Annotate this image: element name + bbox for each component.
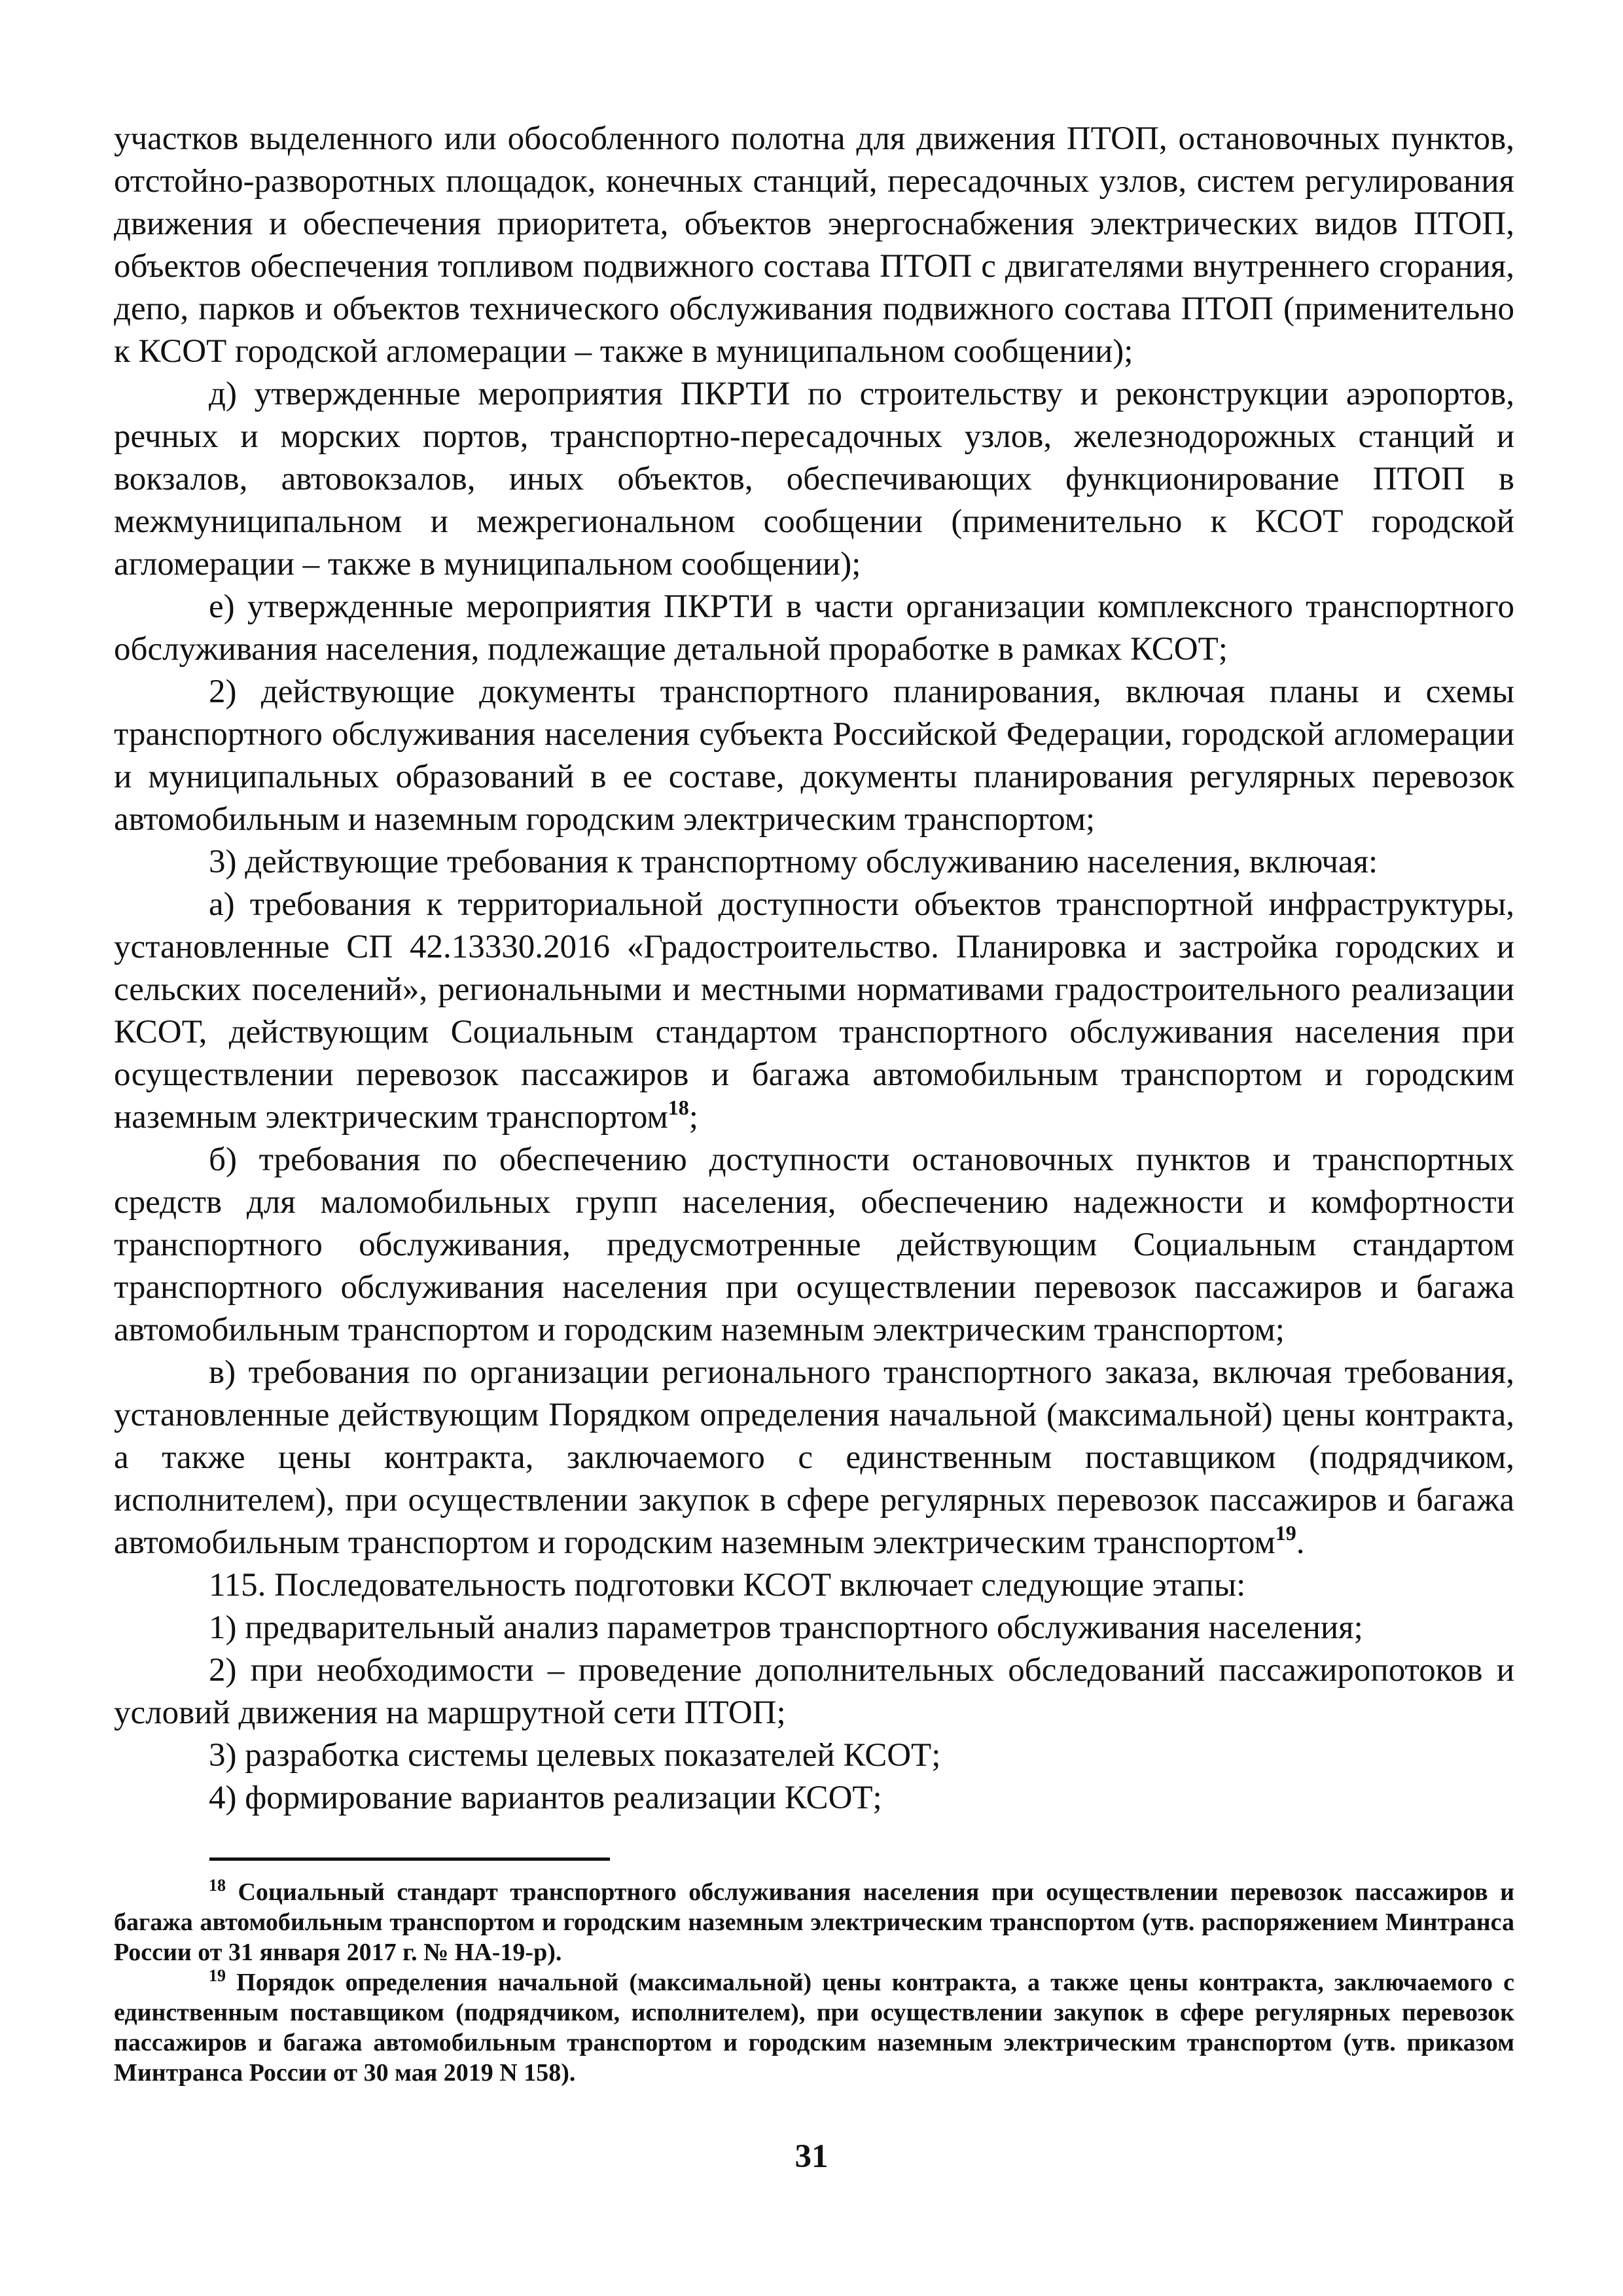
footnote-mark-18: 18 [209,1876,226,1895]
paragraph-continuation: участков выделенного или обособленного полотна для движения ПТОП, остановочных пунктов, отстойно-разворотных площадок, конечных станций, пересадочных узлов, систем регулирования движения и обеспечения приоритета, объектов энергоснабжения электрических видов ПТОП, объектов обеспечения топливом подвижного состава ПТОП с двигателями внутреннего сгорания, депо, парков и объектов технического обслуживания подвижного состава ПТОП (применительно к КСОТ городской агломерации – также в муниципальном сообщении); [114,120,1514,370]
footnote-19: $^{19}$ Порядок определения начальной (максимальной) цены контракта, а также цены контракта, заключаемого с единственным поставщиком (подрядчиком, исполнителем), при осуществлении закупок в сфере регулярных перевозок пассажиров и багажа автомобильным транспортом и городским наземным электрическим транспортом (утв. приказом Минтранса России от 30 мая 2019 N 158). [114,1966,1514,2087]
paragraph-item-a: а) требования к территориальной доступности объектов транспортной инфраструктуры, установленные СП 42.13330.2016 «Градостроительство. Планировка и застройка городских и сельских поселений», региональными и местными нормативами градостроительного реализации КСОТ, действующим Социальным стандартом транспортного обслуживания населения при осуществлении перевозок пассажиров и багажа автомобильным транспортом и городским наземным электрическим транспортом$^{18}$; [114,886,1514,1136]
paragraph-stage-4: 4) формирование вариантов реализации КСОТ; [209,1780,882,1816]
paragraph-item-e: е) утвержденные мероприятия ПКРТИ в части организации комплексного транспортного обслуживания населения, подлежащие детальной проработке в рамках КСОТ; [114,588,1514,668]
paragraph-item-2: 2) действующие документы транспортного планирования, включая планы и схемы транспортного обслуживания населения субъекта Российской Федерации, городской агломерации и муниципальных образований в ее составе, документы планирования регулярных перевозок автомобильным и наземным городским электрическим транспортом; [114,673,1514,838]
paragraph-stage-1: 1) предварительный анализ параметров транспортного обслуживания населения; [209,1609,1363,1646]
paragraph-item-b: б) требования по обеспечению доступности остановочных пунктов и транспортных средств для маломобильных групп населения, обеспечению надежности и комфортности транспортного обслуживания, предусмотренные действующим Социальным стандартом транспортного обслуживания населения при осуществлении перевозок пассажиров и багажа автомобильным транспортом и городским наземным электрическим транспортом; [114,1141,1514,1348]
footnote-separator [209,1857,610,1861]
body-text [114,118,1514,1820]
paragraph-item-v: в) требования по организации регионального транспортного заказа, включая требования, установленные действующим Порядком определения начальной (максимальной) цены контракта, а также цены контракта, заключаемого с единственным поставщиком (подрядчиком, исполнителем), при осуществлении закупок в сфере регулярных перевозок пассажиров и багажа автомобильным транспортом и городским наземным электрическим транспортом$^{19}$. [114,1354,1514,1561]
footnote-ref-19[interactable]: 19 [1275,1521,1296,1545]
footnote-18: $^{18}$ Социальный стандарт транспортного обслуживания населения при осуществлении перевозок пассажиров и багажа автомобильным транспортом и городским наземным электрическим транспортом (утв. распоряжением Минтранса России от 31 января 2017 г. № НА-19-р). [114,1876,1514,1966]
paragraph-stage-2: 2) при необходимости – проведение дополнительных обследований пассажиропотоков и условий движения на маршрутной сети ПТОП; [114,1652,1514,1731]
footnotes [114,1877,1514,2088]
footnote-ref-18[interactable]: 18 [668,1096,689,1119]
paragraph-stage-3: 3) разработка системы целевых показателей КСОТ; [209,1737,941,1774]
paragraph-item-d: д) утвержденные мероприятия ПКРТИ по строительству и реконструкции аэропортов, речных и морских портов, транспортно-пересадочных узлов, железнодорожных станций и вокзалов, автовокзалов, иных объектов, обеспечивающих функционирование ПТОП в межмуниципальном и межрегиональном сообщении (применительно к КСОТ городской агломерации – также в муниципальном сообщении); [114,376,1514,583]
footnote-mark-19: 19 [209,1966,226,1985]
paragraph-item-3: 3) действующие требования к транспортному обслуживанию населения, включая: [209,844,1378,880]
page-number: 31 [794,2138,829,2175]
paragraph-section-115: 115. Последовательность подготовки КСОТ включает следующие этапы: [209,1567,1246,1604]
